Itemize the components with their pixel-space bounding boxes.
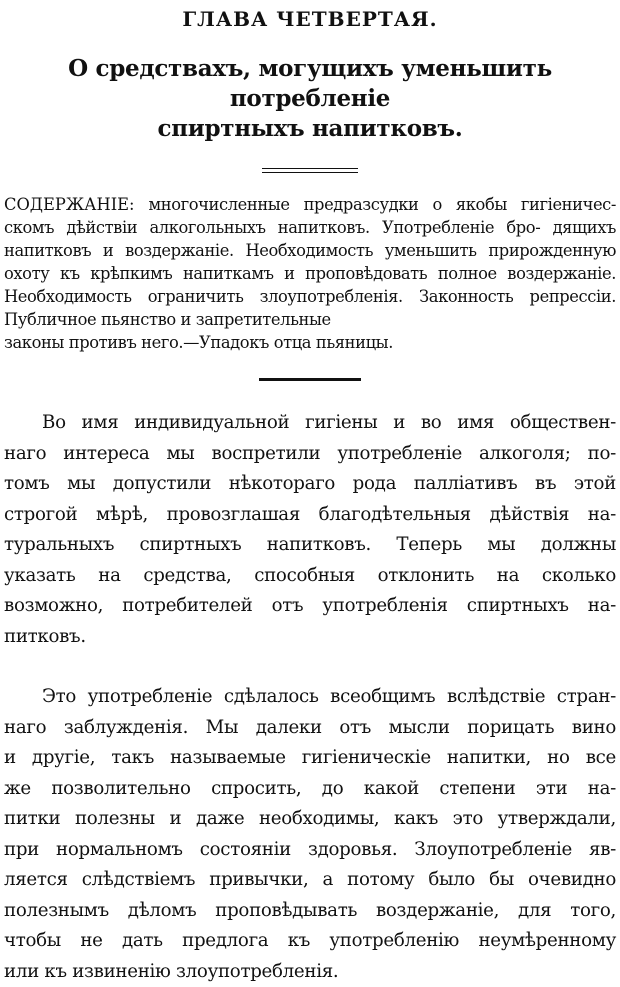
summary-label: СОДЕРЖАНІЕ: <box>4 195 135 214</box>
paragraph-line: и другіе, такъ называемые гигіеническіе напитки, но все <box>4 743 616 774</box>
chapter-heading: ГЛАВА ЧЕТВЕРТАЯ. <box>4 0 616 32</box>
paragraph-line: Во имя индивидуальной гигіены и во имя обществен- <box>4 408 616 439</box>
summary-line: дящихъ напитковъ и воздержаніе. Необходимость уменьшить <box>4 218 616 260</box>
paragraph-line: томъ мы допустили нѣкотораго рода палліативъ въ этой <box>4 469 616 500</box>
summary-line: Законность репрессіи. Публичное пьянство и запретительные <box>4 287 616 329</box>
paragraph-line: полезнымъ дѣломъ проповѣдывать воздержаніе, для того, <box>4 896 616 927</box>
paragraph-line: строгой мѣрѣ, провозглашая благодѣтельныя дѣйствія на- <box>4 500 616 531</box>
paragraph-line: наго интереса мы воспретили употребленіе алкоголя; по- <box>4 439 616 470</box>
double-divider <box>262 168 358 173</box>
paragraph-line: туральныхъ спиртныхъ напитковъ. Теперь мы должны <box>4 530 616 561</box>
chapter-summary <box>4 193 616 354</box>
summary-line: скомъ дѣйствіи алкогольныхъ напитковъ. Употребленіе бро- <box>4 218 540 237</box>
paragraph-line: питковъ. <box>4 622 616 653</box>
paragraph-line: питки полезны и даже необходимы, какъ это утверждали, <box>4 804 616 835</box>
paragraph-line: или къ извиненію злоупотребленія. <box>4 957 616 987</box>
summary-line: законы противъ него.—Упадокъ отца пьяницы. <box>4 331 616 354</box>
paragraph-line: Это употребленіе сдѣлалось всеобщимъ вслѣдствіе стран- <box>4 682 616 713</box>
paragraph-line: же позволительно спросить, до какой степени эти на- <box>4 774 616 805</box>
paragraph-2 <box>4 682 616 987</box>
chapter-title <box>4 54 616 144</box>
paragraph-line: указать на средства, способныя отклонить на сколько <box>4 561 616 592</box>
summary-line: многочисленные предразсудки о якобы гигіеничес- <box>149 195 616 214</box>
paragraph-line: при нормальномъ состояніи здоровья. Злоупотребленіе яв- <box>4 835 616 866</box>
summary-line: прирожденную охоту къ крѣпкимъ напиткамъ и проповѣдовать <box>4 241 616 283</box>
section-divider <box>259 378 361 381</box>
paragraph-1 <box>4 408 616 652</box>
summary-line: полное воздержаніе. Необходимость ограничить злоупотребленія. <box>4 264 616 306</box>
paragraph-line: чтобы не дать предлога къ употребленію неумѣренному <box>4 926 616 957</box>
paragraph-line: ляется слѣдствіемъ привычки, а потому было бы очевидно <box>4 865 616 896</box>
paragraph-line: возможно, потребителей отъ употребленія спиртныхъ на- <box>4 591 616 622</box>
paragraph-line: наго заблужденія. Мы далеки отъ мысли порицать вино <box>4 713 616 744</box>
chapter-title-line: спиртныхъ напитковъ. <box>4 114 616 144</box>
chapter-title-line: О средствахъ, могущихъ уменьшить потребленіе <box>4 54 616 114</box>
